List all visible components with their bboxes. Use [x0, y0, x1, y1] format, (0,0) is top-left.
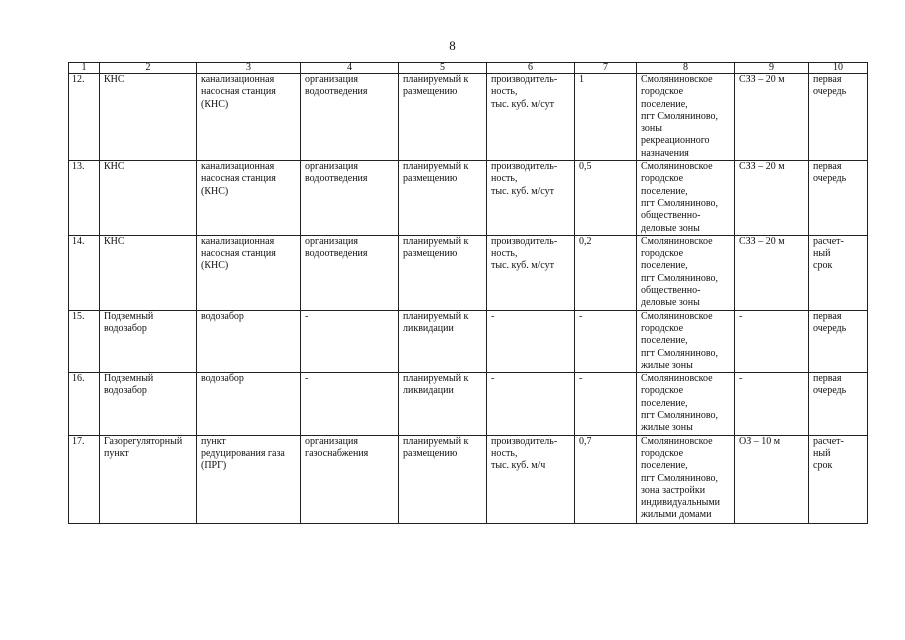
zone-cell: СЗЗ – 20 м: [735, 235, 809, 310]
object-name-cell: Подземный водозабор: [100, 310, 197, 372]
value-cell: 0,7: [575, 435, 637, 523]
purpose-cell: -: [301, 373, 399, 435]
status-cell: планируемый к размещению: [399, 74, 487, 161]
zone-cell: СЗЗ – 20 м: [735, 161, 809, 236]
object-type-cell: водозабор: [197, 373, 301, 435]
location-cell: Смоляниновское городское поселение, пгт Смоляниново, общественно- деловые зоны: [637, 235, 735, 310]
row-number-cell: 15.: [69, 310, 100, 372]
status-cell: планируемый к ликвидации: [399, 310, 487, 372]
object-name-cell: Газорегуляторный пункт: [100, 435, 197, 523]
location-cell: Смоляниновское городское поселение, пгт Смоляниново, жилые зоны: [637, 373, 735, 435]
row-number-cell: 17.: [69, 435, 100, 523]
zone-cell: СЗЗ – 20 м: [735, 74, 809, 161]
parameter-cell: -: [487, 373, 575, 435]
value-cell: 0,5: [575, 161, 637, 236]
term-cell: первая очередь: [809, 74, 868, 161]
term-cell: расчет- ный срок: [809, 235, 868, 310]
data-table: [68, 62, 868, 524]
status-cell: планируемый к размещению: [399, 161, 487, 236]
status-cell: планируемый к размещению: [399, 435, 487, 523]
parameter-cell: -: [487, 310, 575, 372]
column-header: 10: [809, 63, 868, 74]
purpose-cell: организация водоотведения: [301, 74, 399, 161]
location-cell: Смоляниновское городское поселение, пгт Смоляниново, зоны рекреационного назначения: [637, 74, 735, 161]
value-cell: 1: [575, 74, 637, 161]
object-type-cell: пункт редуцирования газа (ПРГ): [197, 435, 301, 523]
purpose-cell: -: [301, 310, 399, 372]
parameter-cell: производитель- ность, тыс. куб. м/ч: [487, 435, 575, 523]
object-name-cell: КНС: [100, 74, 197, 161]
object-type-cell: канализационная насосная станция (КНС): [197, 235, 301, 310]
column-header: 2: [100, 63, 197, 74]
parameter-cell: производитель- ность, тыс. куб. м/сут: [487, 74, 575, 161]
object-type-cell: водозабор: [197, 310, 301, 372]
object-name-cell: КНС: [100, 161, 197, 236]
status-cell: планируемый к размещению: [399, 235, 487, 310]
parameter-cell: производитель- ность, тыс. куб. м/сут: [487, 235, 575, 310]
table-header-row: [69, 63, 868, 74]
parameter-cell: производитель- ность, тыс. куб. м/сут: [487, 161, 575, 236]
row-number-cell: 12.: [69, 74, 100, 161]
zone-cell: -: [735, 310, 809, 372]
term-cell: первая очередь: [809, 310, 868, 372]
page-number: 8: [449, 38, 456, 53]
table-row: [69, 435, 868, 523]
value-cell: -: [575, 373, 637, 435]
column-header: 6: [487, 63, 575, 74]
value-cell: -: [575, 310, 637, 372]
location-cell: Смоляниновское городское поселение, пгт Смоляниново, жилые зоны: [637, 310, 735, 372]
table-row: [69, 235, 868, 310]
row-number-cell: 16.: [69, 373, 100, 435]
zone-cell: ОЗ – 10 м: [735, 435, 809, 523]
term-cell: первая очередь: [809, 161, 868, 236]
term-cell: расчет- ный срок: [809, 435, 868, 523]
object-name-cell: КНС: [100, 235, 197, 310]
column-header: 7: [575, 63, 637, 74]
table-row: [69, 74, 868, 161]
purpose-cell: организация водоотведения: [301, 161, 399, 236]
table-row: [69, 310, 868, 372]
term-cell: первая очередь: [809, 373, 868, 435]
object-type-cell: канализационная насосная станция (КНС): [197, 74, 301, 161]
status-cell: планируемый к ликвидации: [399, 373, 487, 435]
purpose-cell: организация газоснабжения: [301, 435, 399, 523]
column-header: 1: [69, 63, 100, 74]
column-header: 8: [637, 63, 735, 74]
column-header: 4: [301, 63, 399, 74]
column-header: 9: [735, 63, 809, 74]
column-header: 5: [399, 63, 487, 74]
location-cell: Смоляниновское городское поселение, пгт Смоляниново, общественно- деловые зоны: [637, 161, 735, 236]
value-cell: 0,2: [575, 235, 637, 310]
row-number-cell: 14.: [69, 235, 100, 310]
table-row: [69, 161, 868, 236]
zone-cell: -: [735, 373, 809, 435]
object-type-cell: канализационная насосная станция (КНС): [197, 161, 301, 236]
location-cell: Смоляниновское городское поселение, пгт Смоляниново, зона застройки индивидуальными жилыми домами: [637, 435, 735, 523]
table-row: [69, 373, 868, 435]
row-number-cell: 13.: [69, 161, 100, 236]
object-name-cell: Подземный водозабор: [100, 373, 197, 435]
column-header: 3: [197, 63, 301, 74]
purpose-cell: организация водоотведения: [301, 235, 399, 310]
